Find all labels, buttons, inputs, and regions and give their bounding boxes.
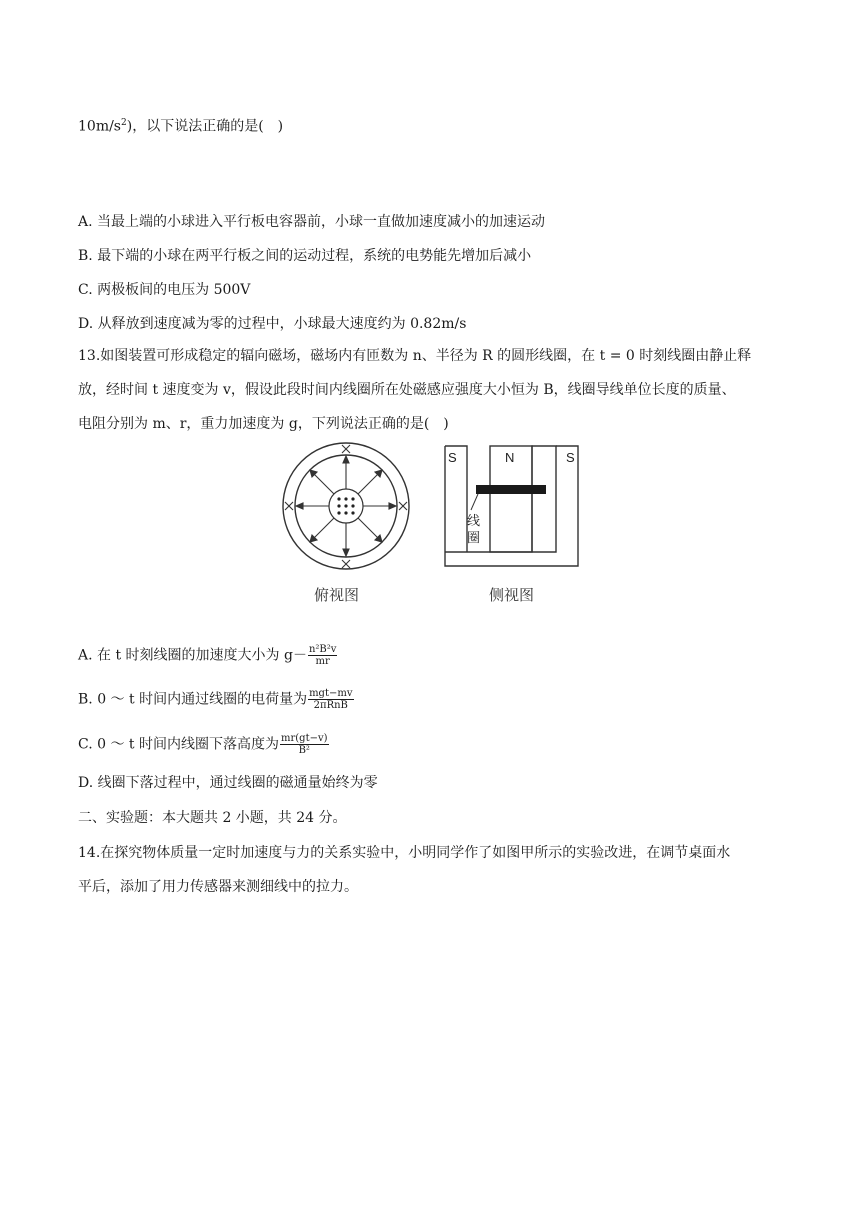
q12-text-post: )，以下说法正确的是( )	[126, 118, 284, 135]
q13b-fraction	[308, 688, 353, 711]
q12-option-a: A. 当最上端的小球进入平行板电容器前，小球一直做加速度减小的加速运动	[78, 214, 546, 230]
q13-option-b	[78, 688, 354, 711]
q13b-text: B. 0 ～ t 时间内通过线圈的电荷量为	[78, 691, 308, 708]
q13a-fraction	[308, 644, 337, 667]
side-view-figure	[440, 442, 585, 570]
section-2-heading: 二、实验题：本大题共 2 小题，共 24 分。	[78, 810, 347, 826]
q13a-denominator: mr	[315, 656, 330, 667]
q13c-fraction	[280, 733, 329, 756]
q12-exponent: 2	[121, 118, 127, 128]
pole-n: N	[505, 450, 515, 465]
q13a-numerator: n²B²v	[308, 644, 337, 655]
q14-stem-line-1: 14.在探究物体质量一定时加速度与力的关系实验中，小明同学作了如图甲所示的实验改进，在调节桌面水	[78, 845, 731, 861]
q12-text-pre: 10m/s	[78, 118, 121, 135]
coil-label-1: 线	[467, 513, 481, 528]
q13-option-d: D. 线圈下落过程中，通过线圈的磁通量始终为零	[78, 775, 378, 791]
top-view-caption: 俯视图	[314, 586, 360, 604]
pole-s-right: S	[566, 450, 575, 465]
q12-option-d: D. 从释放到速度减为零的过程中，小球最大速度约为 0.82m/s	[78, 316, 467, 332]
q13b-numerator: mgt−mv	[309, 688, 353, 699]
q12-option-c: C. 两极板间的电压为 500V	[78, 282, 251, 298]
q13b-denominator: 2πRnB	[313, 700, 348, 711]
q13-option-a	[78, 644, 337, 667]
q13-stem-line-1: 13.如图装置可形成稳定的辐向磁场，磁场内有匝数为 n、半径为 R 的圆形线圈，在 t = 0 时刻线圈由静止释	[78, 348, 752, 364]
q14-stem-line-2: 平后，添加了用力传感器来测细线中的拉力。	[78, 879, 358, 895]
side-view-caption: 侧视图	[489, 586, 535, 604]
q13c-numerator: mr(gt−v)	[281, 733, 328, 744]
top-view-figure	[276, 440, 416, 580]
pole-s-left: S	[448, 450, 457, 465]
q13c-text: C. 0 ～ t 时间内线圈下落高度为	[78, 736, 279, 753]
q13-stem-line-3: 电阻分别为 m、r，重力加速度为 g，下列说法正确的是( )	[78, 416, 449, 432]
q13-stem-line-2: 放，经时间 t 速度变为 v，假设此段时间内线圈所在处磁感应强度大小恒为 B，线圈导线单位长度的质量、	[78, 382, 736, 398]
q13c-denominator: B²	[298, 745, 310, 756]
coil-label-2: 圈	[467, 530, 481, 545]
question-12-continuation	[78, 113, 283, 137]
q13-option-c	[78, 733, 329, 756]
q12-option-b: B. 最下端的小球在两平行板之间的运动过程，系统的电势能先增加后减小	[78, 248, 532, 264]
q13a-text: A. 在 t 时刻线圈的加速度大小为 g－	[78, 647, 307, 664]
